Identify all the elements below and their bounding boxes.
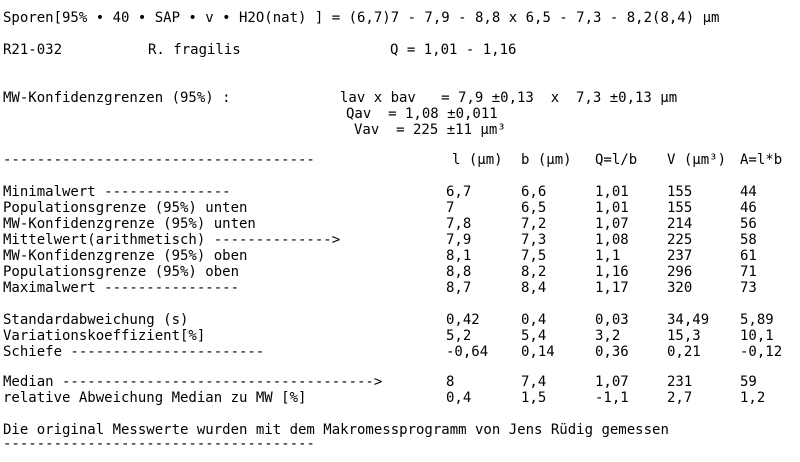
row-value: 71 [740,264,757,280]
row-label: Populationsgrenze (95%) unten [3,200,248,216]
row-value: 5,2 [446,328,472,344]
row-value: 0,36 [595,344,629,360]
row-value: -1,1 [595,390,629,406]
row-value: 7,5 [521,248,547,264]
row-label: Variationskoeffizient[%] [3,328,206,344]
qav-value: Qav = 1,08 ±0,011 [346,106,498,122]
row-label: MW-Konfidenzgrenze (95%) unten [3,216,256,232]
table-separator: ------------------------------------- [3,152,315,168]
row-value: 7,9 [446,232,472,248]
row-value: 1,07 [595,216,629,232]
row-value: 46 [740,200,757,216]
row-value: 214 [667,216,693,232]
row-value: 56 [740,216,757,232]
row-value: 8 [446,374,455,390]
row-value: 59 [740,374,757,390]
row-label: Mittelwert(arithmetisch) --------------> [3,232,341,248]
footer-note: Die original Messwerte wurden mit dem Makromessprogramm von Jens Rüdig gemessen [3,422,669,438]
row-value: 73 [740,280,757,296]
vav-value: Vav = 225 ±11 µm³ [354,122,506,138]
footer-separator: ------------------------------------- [3,436,315,452]
row-label: Maximalwert ---------------- [3,280,240,296]
row-value: 1,07 [595,374,629,390]
row-value: 7 [446,200,455,216]
row-value: 6,5 [521,200,547,216]
row-value: 58 [740,232,757,248]
table-row [0,200,800,216]
row-label: relative Abweichung Median zu MW [%] [3,390,307,406]
row-value: 296 [667,264,693,280]
row-value: 8,8 [446,264,472,280]
row-value: 5,4 [521,328,547,344]
table-row [0,344,800,360]
row-label: Minimalwert --------------- [3,184,231,200]
table-row [0,264,800,280]
column-header-width: b (µm) [521,152,572,168]
table-row [0,328,800,344]
row-value: 3,2 [595,328,621,344]
row-value: 5,89 [740,312,774,328]
column-header-q: Q=l/b [595,152,638,168]
row-value: 1,2 [740,390,766,406]
row-value: 34,49 [667,312,710,328]
row-value: 7,4 [521,374,547,390]
row-value: 1,1 [595,248,621,264]
row-label: Schiefe ----------------------- [3,344,265,360]
species-name: R. fragilis [148,42,241,58]
row-value: 7,3 [521,232,547,248]
row-value: 1,08 [595,232,629,248]
table-row [0,232,800,248]
table-row [0,248,800,264]
row-value: 1,01 [595,200,629,216]
row-value: 8,7 [446,280,472,296]
row-value: 0,03 [595,312,629,328]
table-row [0,280,800,296]
table-row [0,216,800,232]
row-value: 1,16 [595,264,629,280]
row-label: Populationsgrenze (95%) oben [3,264,240,280]
row-value: 155 [667,184,693,200]
row-value: 0,14 [521,344,555,360]
table-row [0,390,800,406]
column-header-area: A=l*b [740,152,783,168]
row-value: -0,12 [740,344,783,360]
row-value: 8,2 [521,264,547,280]
row-value: 7,2 [521,216,547,232]
row-value: 225 [667,232,693,248]
row-value: 1,01 [595,184,629,200]
row-value: 0,21 [667,344,701,360]
row-value: 61 [740,248,757,264]
confidence-label: MW-Konfidenzgrenzen (95%) : [3,90,231,106]
row-value: 8,4 [521,280,547,296]
lav-bav-value: lav x bav = 7,9 ±0,13 x 7,3 ±0,13 µm [340,90,678,106]
row-value: 320 [667,280,693,296]
row-value: 10,1 [740,328,774,344]
row-value: 2,7 [667,390,693,406]
row-value: 237 [667,248,693,264]
row-value: 155 [667,200,693,216]
column-header-length: l (µm) [452,152,503,168]
table-row [0,184,800,200]
row-value: 231 [667,374,693,390]
row-value: 1,5 [521,390,547,406]
row-value: 44 [740,184,757,200]
row-label: MW-Konfidenzgrenze (95%) oben [3,248,248,264]
row-value: 0,42 [446,312,480,328]
row-value: 15,3 [667,328,701,344]
row-value: 1,17 [595,280,629,296]
row-value: 6,6 [521,184,547,200]
q-range: Q = 1,01 - 1,16 [390,42,517,58]
row-value: 8,1 [446,248,472,264]
row-value: 0,4 [521,312,547,328]
row-label: Standardabweichung (s) [3,312,189,328]
table-row [0,312,800,328]
column-header-volume: V (µm³) [667,152,727,168]
row-value: 6,7 [446,184,472,200]
row-value: 7,8 [446,216,472,232]
spore-formula: Sporen[95% • 40 • SAP • v • H2O(nat) ] = (6,7)7 - 7,9 - 8,8 x 6,5 - 7,3 - 8,2(8,4) µm [3,10,720,26]
row-value: 0,4 [446,390,472,406]
row-label: Median -------------------------------------> [3,374,383,390]
sample-id: R21-032 [3,42,63,58]
table-row [0,374,800,390]
row-value: -0,64 [446,344,489,360]
